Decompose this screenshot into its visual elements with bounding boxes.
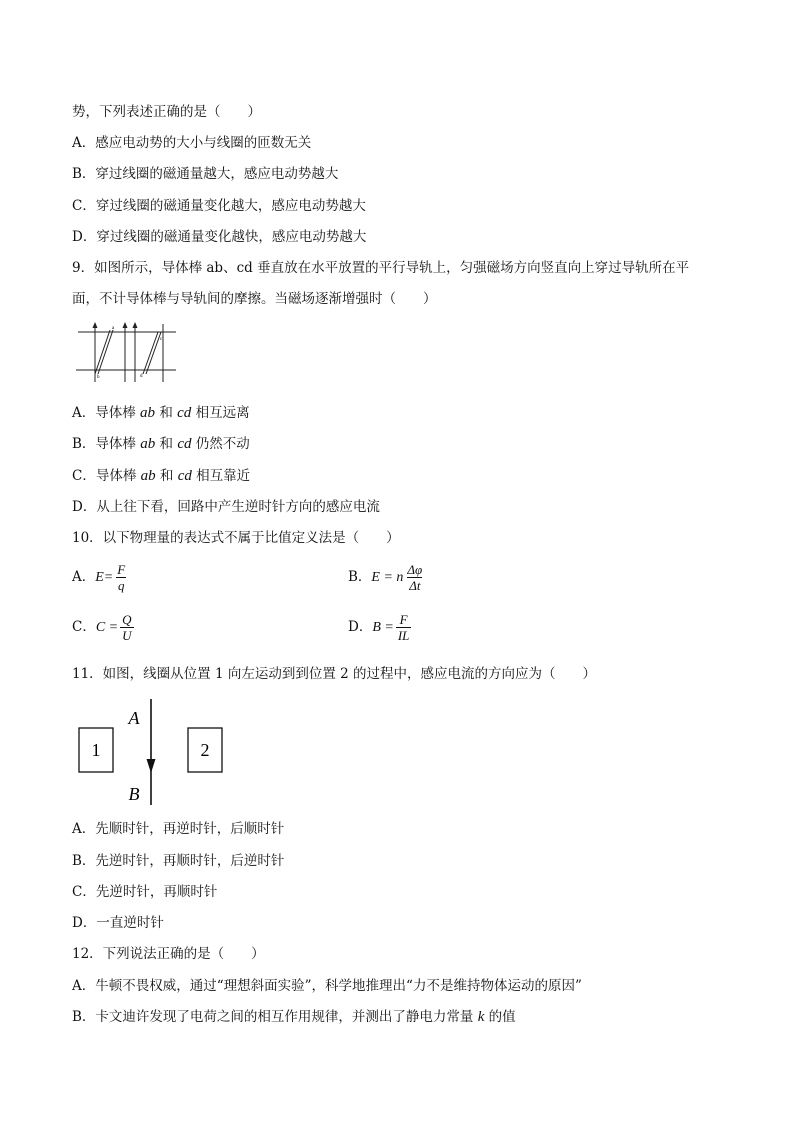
q8-option-b: B．穿过线圈的磁通量越大，感应电动势越大 <box>72 166 339 182</box>
q10-option-d: D．B = $\frac{F}{IL}$ <box>348 612 410 643</box>
q8-option-c: C．穿过线圈的磁通量变化越大，感应电动势越大 <box>72 198 366 214</box>
q11-stem: 11．如图，线圈从位置 1 向左运动到到位置 2 的过程中，感应电流的方向应为（ ） <box>72 666 597 682</box>
q9-option-c: C．导体棒 ab 和 cd 相互靠近 <box>72 468 251 484</box>
q12-option-b: B．卡文迪许发现了电荷之间的相互作用规律，并测出了静电力常量 k 的值 <box>72 1009 516 1025</box>
q10-stem: 10．以下物理量的表达式不属于比值定义法是（ ） <box>72 530 400 546</box>
coil-2-label: 2 <box>200 740 210 760</box>
label-c: c <box>160 337 163 342</box>
q11-option-c: C．先逆时针，再顺时针 <box>72 884 218 900</box>
label-a: a <box>112 326 115 331</box>
q9-option-a: A．导体棒 ab 和 cd 相互远离 <box>72 405 250 421</box>
label-d: d <box>140 374 143 379</box>
wire-label-a: A <box>128 708 140 728</box>
q9-stem-line1: 9．如图所示，导体棒 ab、cd 垂直放在水平放置的平行导轨上，匀强磁场方向竖直向上穿过导轨所在平 <box>72 260 690 276</box>
q9-option-b: B．导体棒 ab 和 cd 仍然不动 <box>72 436 250 452</box>
q9-stem-line2: 面，不计导体棒与导轨间的摩擦。当磁场逐渐增强时（ ） <box>72 291 437 307</box>
q10-option-a: A．E= $\frac{F}{q}$ <box>72 562 126 593</box>
q8-option-a: A．感应电动势的大小与线圈的匝数无关 <box>72 135 312 151</box>
q12-option-a: A．牛顿不畏权威，通过“理想斜面实验”，科学地推理出“力不是维持物体运动的原因” <box>72 978 582 994</box>
q9-option-d: D．从上往下看，回路中产生逆时针方向的感应电流 <box>72 499 380 515</box>
q11-option-b: B．先逆时针，再顺时针，后逆时针 <box>72 853 285 869</box>
wire-label-b: B <box>128 784 140 804</box>
q10-option-b: B．E = n $\frac{\Delta\varphi}{\Delta t}$ <box>348 562 423 593</box>
q12-stem: 12．下列说法正确的是（ ） <box>72 946 265 962</box>
q9-rails-figure <box>72 320 182 388</box>
label-b: b <box>97 375 100 380</box>
q11-option-d: D．一直逆时针 <box>72 915 164 931</box>
q8-stem-tail: 势，下列表述正确的是（ ） <box>72 104 261 120</box>
q11-option-a: A．先顺时针，再逆时针，后顺时针 <box>72 821 285 837</box>
q8-option-d: D．穿过线圈的磁通量变化越快，感应电动势越大 <box>72 229 367 245</box>
q10-option-c: C．C = $\frac{Q}{U}$ <box>72 612 132 643</box>
arrow-down-icon <box>147 759 156 773</box>
q11-coil-figure <box>72 697 232 809</box>
coil-1-label: 1 <box>91 740 101 760</box>
